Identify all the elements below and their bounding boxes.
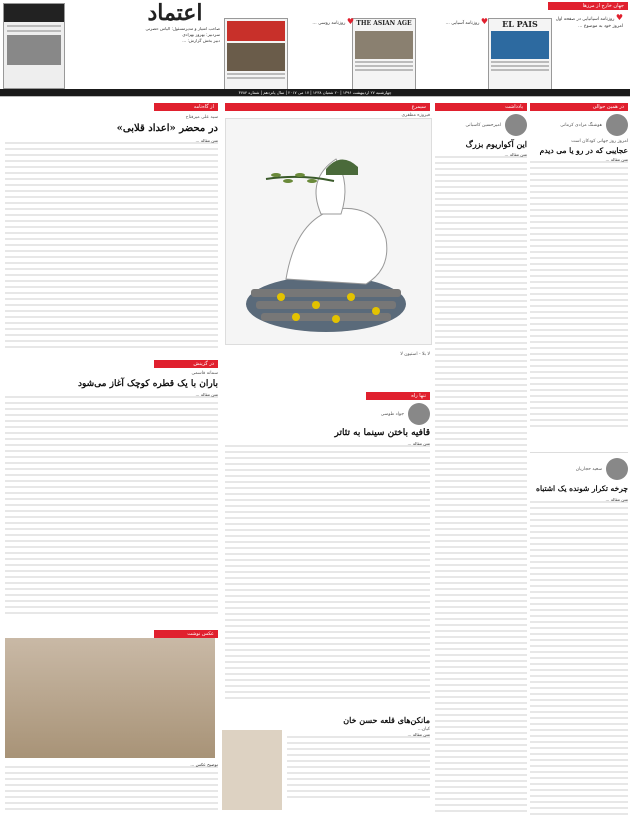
front-page-asian-age: THE ASIAN AGE bbox=[352, 18, 416, 94]
date-bar: چهارشنبه ۲۷ اردیبهشت ۱۳۹۶ | ۲۰ شعبان ۱۴۳۸ | ۱۷ می ۲۰۱۷ | سال پانزدهم | شماره ۳۷۸۴ bbox=[0, 89, 630, 96]
book-photo bbox=[222, 730, 282, 810]
heart-icon: ♥ bbox=[346, 17, 354, 26]
front-page-elpais: EL PAIS bbox=[488, 18, 552, 94]
credits: صاحب امتیاز و مدیرمسئول: الیاس حضرتی سردبیر: بهروز بهزادی دبیر بخش گزارش: ... bbox=[145, 26, 220, 44]
cartoon-header: سیمرغ فیروزه مظفری bbox=[225, 103, 430, 118]
front-page-caption-3: ♥ روزنامه روسی ... bbox=[312, 17, 354, 26]
paper-thumbnail bbox=[3, 3, 65, 89]
col-left-top-article: از گاه‌نامه سید علی میرفتاح در محضر «اعداد قلابی» متن مقاله ... bbox=[5, 103, 218, 353]
col-center-head: لا بلا - استیون لا bbox=[400, 352, 430, 357]
photo-sea-caption: توضیح عکس ... bbox=[5, 762, 218, 812]
author-avatar bbox=[606, 114, 628, 136]
col-center-mid-article: تنها راه جواد طوسی قافیه باختن سینما به تئاتر متن مقاله ... bbox=[225, 392, 430, 712]
author-avatar bbox=[408, 403, 430, 425]
front-page-caption-2: ♥ روزنامه آسیایی ... bbox=[445, 17, 488, 26]
front-page-caption-1: ♥ روزنامه اسپانیایی در صفحه اول امروز خود به موضوع ... bbox=[555, 13, 623, 29]
col-left-mid-article: در گزینش سمانه قاسمی باران با یک قطره کوچک آغاز می‌شود متن مقاله ... bbox=[5, 360, 218, 630]
heart-icon: ♥ bbox=[615, 13, 623, 22]
newspaper-logo: اعتماد bbox=[147, 0, 203, 26]
col-right-bottom-article: سعید حجاریان چرخه تکرار شونده یک اشتباه متن مقاله ... bbox=[530, 458, 628, 813]
peace-dove-icon bbox=[226, 119, 431, 344]
beach-photo bbox=[5, 638, 215, 758]
masthead bbox=[130, 2, 220, 88]
col-right-article: در همین حوالی هوشنگ مرادی کرمانی امروز روز جهانی کودکان است عجایبی که در رو یا می دیدم متن مقاله ... bbox=[530, 103, 628, 448]
col-mid-right-article: یادداشت امیرحسین کاسبانی این آکواریوم بزرگ متن مقاله ... bbox=[435, 103, 527, 813]
col-center-bottom-article: مانکن‌های قلعه حسن خان کیان... متن مقاله ... bbox=[287, 715, 430, 815]
topbar-label: جهان خارج از مرزها bbox=[548, 2, 628, 10]
cartoon-image bbox=[225, 118, 432, 345]
divider bbox=[530, 452, 628, 453]
photo-sea-header: عکس نوشت bbox=[5, 630, 218, 638]
front-page-russian bbox=[224, 18, 288, 94]
author-avatar bbox=[606, 458, 628, 480]
heart-icon: ♥ bbox=[480, 17, 488, 26]
author-avatar bbox=[505, 114, 527, 136]
